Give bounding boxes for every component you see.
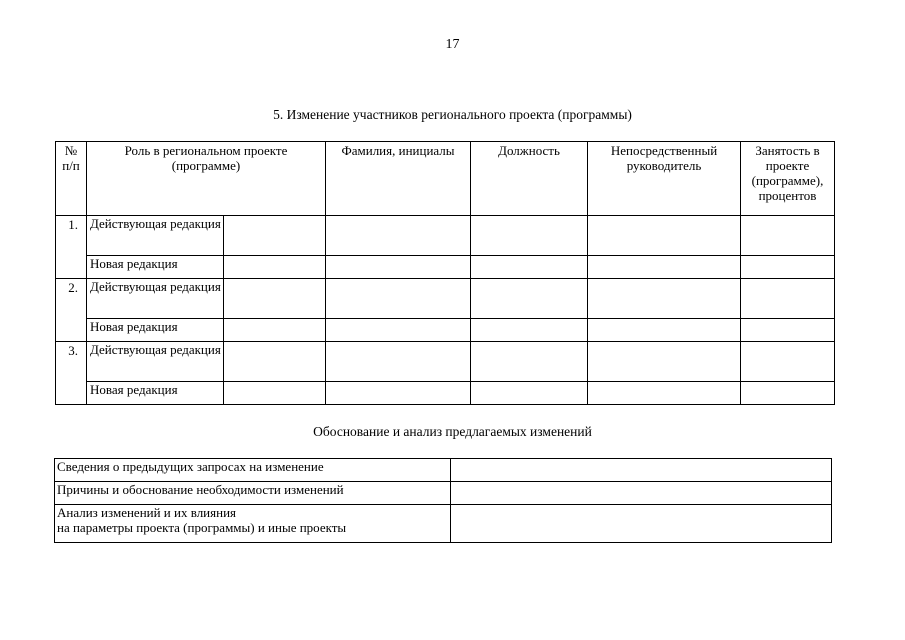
employment-cell[interactable]: [741, 319, 835, 342]
section-title: 5. Изменение участников регионального проекта (программы): [273, 107, 632, 122]
table-row: [55, 482, 832, 505]
position-cell[interactable]: [471, 382, 588, 405]
justification-value[interactable]: [451, 482, 832, 505]
name-cell[interactable]: [326, 319, 471, 342]
name-cell[interactable]: [326, 256, 471, 279]
employment-cell[interactable]: [741, 256, 835, 279]
header-role: Роль в региональном проекте (программе): [87, 142, 326, 216]
role-cell[interactable]: [224, 279, 326, 319]
justification-label: Анализ изменений и их влияния на параметры проекта (программы) и иные проекты: [55, 505, 451, 543]
new-edition-label: Новая редакция: [87, 382, 224, 405]
position-cell[interactable]: [471, 256, 588, 279]
header-supervisor: Непосредственный руководитель: [588, 142, 741, 216]
current-edition-label: Действующая редакция: [87, 342, 224, 382]
supervisor-cell[interactable]: [588, 382, 741, 405]
current-edition-label: Действующая редакция: [87, 216, 224, 256]
position-cell[interactable]: [471, 279, 588, 319]
page-number: 17: [445, 37, 460, 52]
table-row: [56, 216, 835, 256]
table-row: [56, 342, 835, 382]
table-row: [55, 505, 832, 543]
justification-label: Причины и обоснование необходимости изменений: [55, 482, 451, 505]
supervisor-cell[interactable]: [588, 319, 741, 342]
participants-header-row: [56, 142, 835, 216]
current-edition-label: Действующая редакция: [87, 279, 224, 319]
supervisor-cell[interactable]: [588, 256, 741, 279]
employment-cell[interactable]: [741, 216, 835, 256]
role-cell[interactable]: [224, 256, 326, 279]
table-row: [56, 319, 835, 342]
position-cell[interactable]: [471, 319, 588, 342]
name-cell[interactable]: [326, 216, 471, 256]
table-row: [55, 459, 832, 482]
name-cell[interactable]: [326, 382, 471, 405]
employment-cell[interactable]: [741, 342, 835, 382]
role-cell[interactable]: [224, 216, 326, 256]
supervisor-cell[interactable]: [588, 279, 741, 319]
participants-table: [55, 141, 835, 405]
supervisor-cell[interactable]: [588, 342, 741, 382]
justification-table: [54, 458, 832, 543]
name-cell[interactable]: [326, 342, 471, 382]
role-cell[interactable]: [224, 319, 326, 342]
table-row: [56, 382, 835, 405]
row-number: 2.: [56, 279, 87, 342]
name-cell[interactable]: [326, 279, 471, 319]
table-row: [56, 279, 835, 319]
supervisor-cell[interactable]: [588, 216, 741, 256]
new-edition-label: Новая редакция: [87, 256, 224, 279]
justification-value[interactable]: [451, 505, 832, 543]
employment-cell[interactable]: [741, 279, 835, 319]
header-position: Должность: [471, 142, 588, 216]
header-employment: Занятость в проекте (программе), процентов: [741, 142, 835, 216]
row-number: 1.: [56, 216, 87, 279]
new-edition-label: Новая редакция: [87, 319, 224, 342]
position-cell[interactable]: [471, 216, 588, 256]
role-cell[interactable]: [224, 382, 326, 405]
header-name: Фамилия, инициалы: [326, 142, 471, 216]
justification-label: Сведения о предыдущих запросах на изменение: [55, 459, 451, 482]
table-row: [56, 256, 835, 279]
employment-cell[interactable]: [741, 382, 835, 405]
position-cell[interactable]: [471, 342, 588, 382]
header-num: № п/п: [56, 142, 87, 216]
justification-value[interactable]: [451, 459, 832, 482]
role-cell[interactable]: [224, 342, 326, 382]
row-number: 3.: [56, 342, 87, 405]
analysis-title: Обоснование и анализ предлагаемых изменений: [313, 424, 592, 439]
